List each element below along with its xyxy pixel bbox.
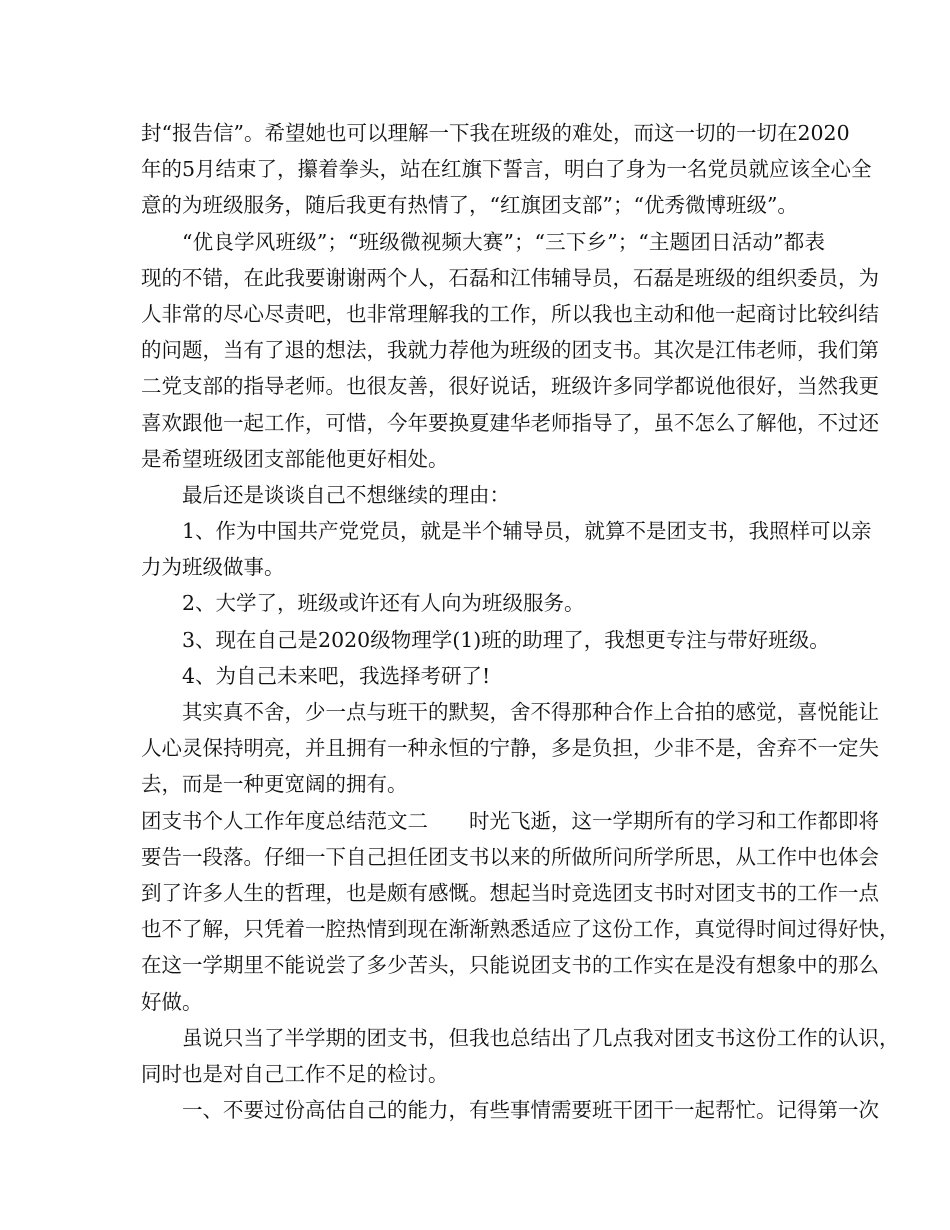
body-line-1: 封“报告信”。希望她也可以理解一下我在班级的难处，而这一切的一切在2020	[141, 121, 850, 145]
body-line-4: “优良学风班级”；“班级微视频大赛”；“三下乡”；“主题团日活动”都表	[182, 229, 825, 254]
body-line-21: 要告一段落。仔细一下自己担任团支书以来的所做所问所学所思，从工作中也体会	[141, 844, 879, 869]
body-line-19: 去，而是一种更宽阔的拥有。	[141, 772, 408, 797]
body-line-2: 年的5月结束了，攥着拳头，站在红旗下誓言，明白了身为一名党员就应该全心全	[141, 157, 872, 182]
body-line-13: 力为班级做事。	[141, 555, 285, 580]
body-line-27: 同时也是对自己工作不足的检讨。	[141, 1061, 449, 1086]
body-line-10: 是希望班级团支部能他更好相处。	[141, 446, 449, 471]
body-line-26: 虽说只当了半学期的团支书，但我也总结出了几点我对团支书这份工作的认识，	[182, 1025, 900, 1050]
document-body	[141, 115, 900, 1128]
body-line-17: 其实真不舍，少一点与班干的默契，舍不得那种合作上合拍的感觉，喜悦能让	[182, 700, 879, 724]
body-line-28: 一、不要过份高估自己的能力，有些事情需要班干团干一起帮忙。记得第一次	[182, 1098, 879, 1123]
body-line-7: 的问题，当有了退的想法，我就力荐他为班级的团支书。其次是江伟老师，我们第	[141, 338, 879, 363]
body-line-9: 喜欢跟他一起工作，可惜，今年要换夏建华老师指导了，虽不怎么了解他，不过还	[141, 410, 879, 435]
body-line-6: 人非常的尽心尽责吧，也非常理解我的工作，所以我也主动和他一起商讨比较纠结	[141, 301, 879, 326]
body-line-3: 意的为班级服务，随后我更有热情了，“红旗团支部”；“优秀微博班级”。	[141, 193, 798, 218]
body-line-12: 1、作为中国共产党党员，就是半个辅导员，就算不是团支书，我照样可以亲	[182, 519, 872, 544]
body-line-11: 最后还是谈谈自己不想继续的理由：	[182, 482, 510, 507]
body-line-15: 3、现在自己是2020级物理学(1)班的助理了，我想更专注与带好班级。	[182, 627, 830, 652]
body-line-22: 到了许多人生的哲理，也是颇有感慨。想起当时竞选团支书时对团支书的工作一点	[141, 880, 879, 905]
body-line-24: 在这一学期里不能说尝了多少苦头，只能说团支书的工作实在是没有想象中的那么	[141, 953, 879, 978]
body-line-8: 二党支部的指导老师。也很友善，很好说话，班级许多同学都说他很好，当然我更	[141, 374, 879, 399]
body-line-23: 也不了解，只凭着一腔热情到现在渐渐熟悉适应了这份工作，真觉得时间过得好快，	[141, 917, 900, 942]
body-line-20: 团支书个人工作年度总结范文二 时光飞逝，这一学期所有的学习和工作都即将	[141, 808, 879, 833]
body-line-16: 4、为自己未来吧，我选择考研了!	[182, 663, 491, 688]
body-line-18: 人心灵保持明亮，并且拥有一种永恒的宁静，多是负担，少非不是，舍弃不一定失	[141, 736, 879, 761]
body-line-14: 2、大学了，班级或许还有人向为班级服务。	[182, 591, 585, 616]
body-line-5: 现的不错，在此我要谢谢两个人，石磊和江伟辅导员，石磊是班级的组织委员，为	[141, 265, 879, 290]
body-line-25: 好做。	[141, 989, 203, 1014]
